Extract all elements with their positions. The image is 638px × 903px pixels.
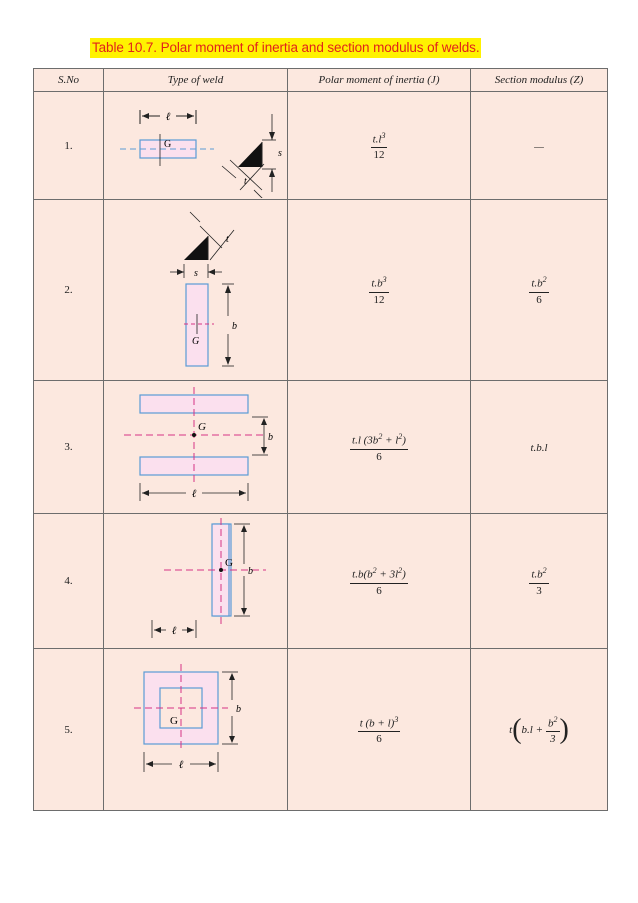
table-row — [34, 514, 608, 649]
polar-cell — [288, 381, 471, 514]
weld-diagram-4 — [104, 516, 288, 646]
polar-formula: $\frac{t.l^3}{12}$ — [372, 130, 386, 162]
label-G: G — [198, 421, 206, 433]
modulus-formula: $\frac{t.b^2}{3}$ — [531, 566, 547, 597]
header-row — [34, 69, 608, 92]
label-s: s — [278, 147, 282, 159]
label-b: b — [236, 703, 241, 715]
header-modulus: Section modulus (Z) — [471, 69, 608, 92]
weld-diagram-2 — [104, 202, 288, 378]
weld-diagram-1 — [104, 94, 288, 198]
label-G: G — [192, 336, 200, 347]
modulus-cell — [471, 200, 608, 381]
weld-table — [33, 68, 608, 811]
label-t: t — [226, 234, 229, 245]
label-G: G — [164, 138, 172, 150]
modulus-cell — [471, 92, 608, 200]
weld-diagram — [104, 649, 288, 811]
polar-formula: $\frac{t.l (3b^2 + l^2)}{6}$ — [352, 432, 406, 463]
polar-formula: $\frac{t (b + l)^3}{6}$ — [359, 714, 399, 746]
polar-cell — [288, 92, 471, 200]
weld-diagram-5 — [104, 652, 288, 808]
modulus-cell — [471, 649, 608, 811]
header-type: Type of weld — [104, 69, 288, 92]
table-row — [34, 200, 608, 381]
label-t: t — [244, 175, 247, 187]
modulus-cell — [471, 514, 608, 649]
modulus-formula: $\frac{t.b^2}{6}$ — [531, 275, 547, 306]
modulus-value: — — [534, 140, 544, 153]
label-l: ℓ — [178, 758, 184, 771]
label-l: ℓ — [165, 110, 171, 123]
label-b: b — [268, 432, 273, 443]
polar-cell — [288, 514, 471, 649]
header-sno: S.No — [34, 69, 104, 92]
header-polar: Polar moment of inertia (J) — [288, 69, 471, 92]
polar-cell — [288, 649, 471, 811]
weld-diagram-3 — [104, 383, 288, 511]
weld-diagram — [104, 200, 288, 381]
polar-formula: $\frac{t.b^3}{12}$ — [371, 275, 387, 306]
weld-diagram — [104, 92, 288, 200]
label-s: s — [194, 268, 198, 279]
row-number: 5. — [34, 649, 104, 811]
polar-formula: $\frac{t.b(b^2 + 3l^2)}{6}$ — [352, 566, 406, 597]
label-G: G — [225, 557, 233, 569]
row-number: 2. — [34, 200, 104, 381]
table-row — [34, 649, 608, 811]
modulus-value: t.b.l — [530, 442, 548, 454]
weld-diagram — [104, 514, 288, 649]
label-b: b — [232, 321, 237, 332]
label-l: ℓ — [191, 488, 197, 500]
row-number: 3. — [34, 381, 104, 514]
modulus-formula: t ( b.l + $\frac{b^2}{3}$ ) — [509, 713, 569, 746]
label-G: G — [170, 714, 178, 727]
label-l: ℓ — [171, 625, 177, 637]
weld-diagram — [104, 381, 288, 514]
row-number: 1. — [34, 92, 104, 200]
modulus-cell — [471, 381, 608, 514]
row-number: 4. — [34, 514, 104, 649]
label-b: b — [248, 566, 253, 577]
table-title: Table 10.7. Polar moment of inertia and section modulus of welds. — [90, 38, 481, 58]
polar-cell — [288, 200, 471, 381]
table-row — [34, 92, 608, 200]
table-row — [34, 381, 608, 514]
